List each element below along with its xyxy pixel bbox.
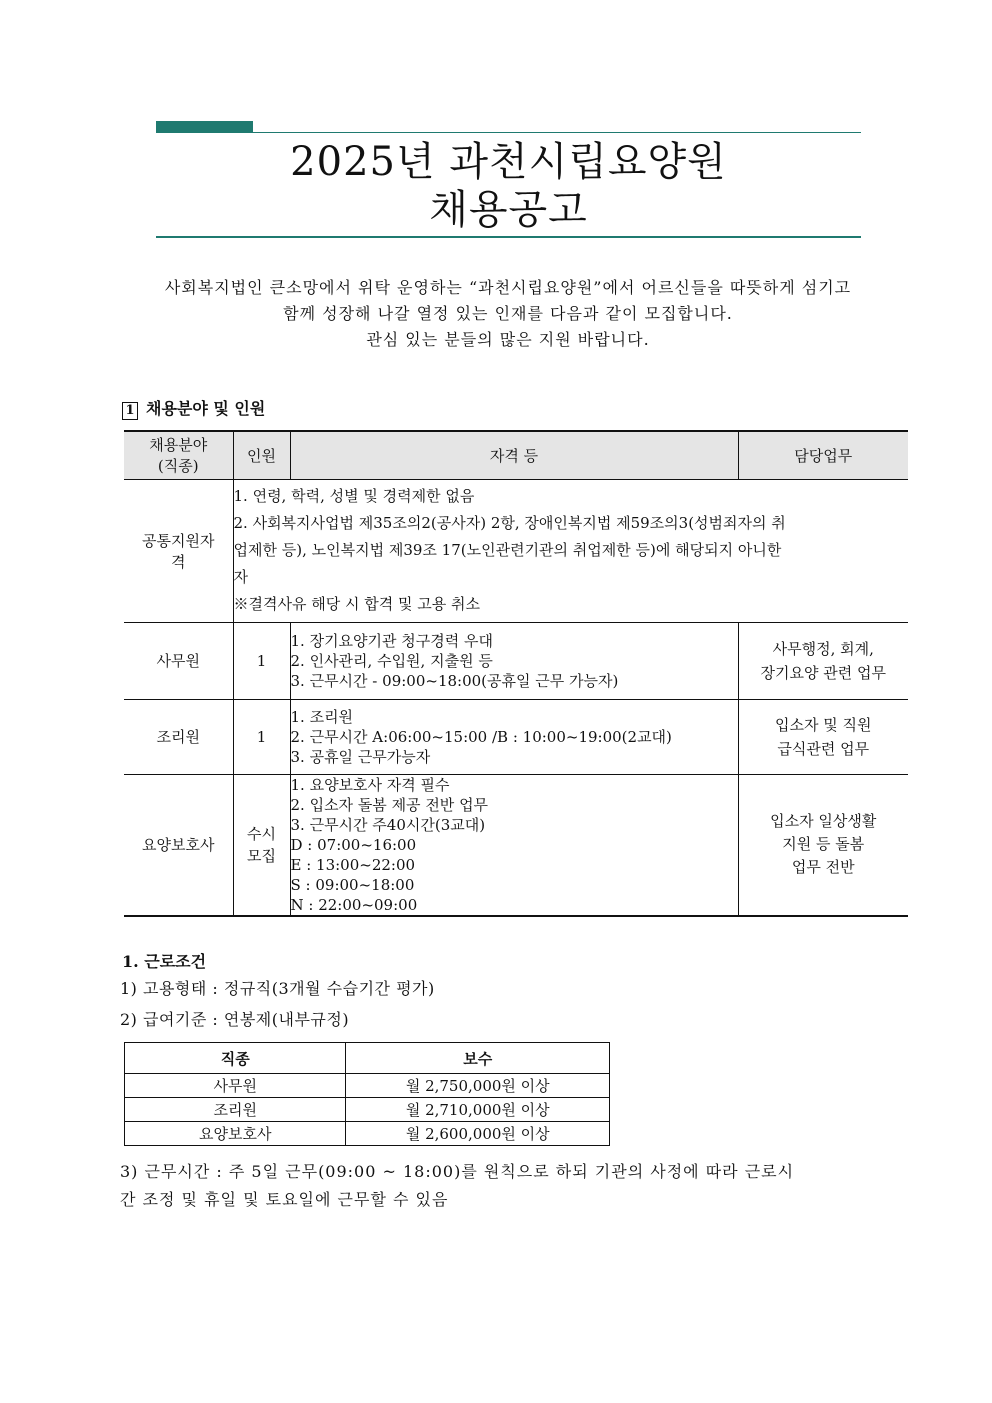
salary-basis: 2) 급여기준 : 연봉제(내부규정) xyxy=(120,1010,350,1029)
section-1-title: 채용분야 및 인원 xyxy=(146,399,266,418)
table-row xyxy=(124,774,908,916)
row-count: 수시 모집 xyxy=(233,774,290,916)
salary-row: 요양보호사 월 2,600,000원 이상 xyxy=(125,1122,610,1146)
row-field: 사무원 xyxy=(124,622,233,699)
row-qualifications: 1. 장기요양기관 청구경력 우대 2. 인사관리, 수입원, 지출원 등 3. 근무시간 - 09:00~18:00(공휴일 근무 가능자) xyxy=(290,622,738,699)
row-qualifications: 1. 요양보호사 자격 필수 2. 입소자 돌봄 제공 전반 업무 3. 근무시간 주40시간(3교대) D : 07:00~16:00 E : 13:00~22:00 S : 09:00~18:00 N : 22:00~09:00 xyxy=(290,774,738,916)
salary-header-row xyxy=(125,1043,610,1074)
employment-type: 1) 고용형태 : 정규직(3개월 수습기간 평가) xyxy=(120,979,435,998)
table-row xyxy=(124,699,908,774)
header-field: 채용분야 (직종) xyxy=(124,431,233,479)
section-number-box: 1 xyxy=(122,402,138,420)
recruitment-table xyxy=(124,430,908,917)
table-header-row xyxy=(124,431,908,479)
intro-paragraph xyxy=(110,275,906,353)
title-bottom-rule xyxy=(156,236,861,238)
header-qualification: 자격 등 xyxy=(290,431,738,479)
salary-row: 사무원 월 2,750,000원 이상 xyxy=(125,1074,610,1098)
common-qualifications: 1. 연령, 학력, 성별 및 경력제한 없음 2. 사회복지사업법 제35조의2(공사자) 2항, 장애인복지법 제59조의3(성범죄자의 취 업제한 등), 노인복지법 제39조 17(노인관련기관의 취업제한 등)에 해당되지 아니한 자 ※결격사유 해당 시 합격 및 고용 취소 xyxy=(233,479,908,622)
row-duty: 사무행정, 회계, 장기요양 관련 업무 xyxy=(738,622,908,699)
salary-header-job: 직종 xyxy=(125,1043,346,1074)
salary-table xyxy=(124,1042,610,1146)
title-accent-bar xyxy=(156,121,253,133)
title-line-2: 채용공고 xyxy=(429,187,588,233)
section-2-heading: 1. 근로조건 xyxy=(122,952,207,971)
row-field: 조리원 xyxy=(124,699,233,774)
row-duty: 입소자 및 직원 급식관련 업무 xyxy=(738,699,908,774)
intro-line-1: 사회복지법인 큰소망에서 위탁 운영하는 “과천시립요양원”에서 어르신들을 따뜻하게 섬기고 xyxy=(164,278,852,297)
common-label: 공통지원자 격 xyxy=(124,479,233,622)
working-hours: 3) 근무시간 : 주 5일 근무(09:00 ~ 18:00)를 원칙으로 하되 기관의 사정에 따라 근로시 간 조정 및 휴일 및 토요일에 근무할 수 있음 xyxy=(120,1162,795,1209)
row-duty: 입소자 일상생활 지원 등 돌봄 업무 전반 xyxy=(738,774,908,916)
row-count: 1 xyxy=(233,699,290,774)
intro-line-2: 함께 성장해 나갈 열정 있는 인재를 다음과 같이 모집합니다. xyxy=(283,304,733,323)
page-title xyxy=(156,138,861,234)
header-count: 인원 xyxy=(233,431,290,479)
table-row-common xyxy=(124,479,908,622)
title-line-1: 2025년 과천시립요양원 xyxy=(290,139,727,185)
title-top-rule xyxy=(253,132,861,133)
row-count: 1 xyxy=(233,622,290,699)
section-1-heading xyxy=(122,396,265,420)
row-qualifications: 1. 조리원 2. 근무시간 A:06:00~15:00 /B : 10:00~19:00(2교대) 3. 공휴일 근무가능자 xyxy=(290,699,738,774)
intro-line-3: 관심 있는 분들의 많은 지원 바랍니다. xyxy=(366,330,650,349)
table-row xyxy=(124,622,908,699)
salary-row: 조리원 월 2,710,000원 이상 xyxy=(125,1098,610,1122)
row-field: 요양보호사 xyxy=(124,774,233,916)
salary-header-pay: 보수 xyxy=(346,1043,610,1074)
header-duty: 담당업무 xyxy=(738,431,908,479)
